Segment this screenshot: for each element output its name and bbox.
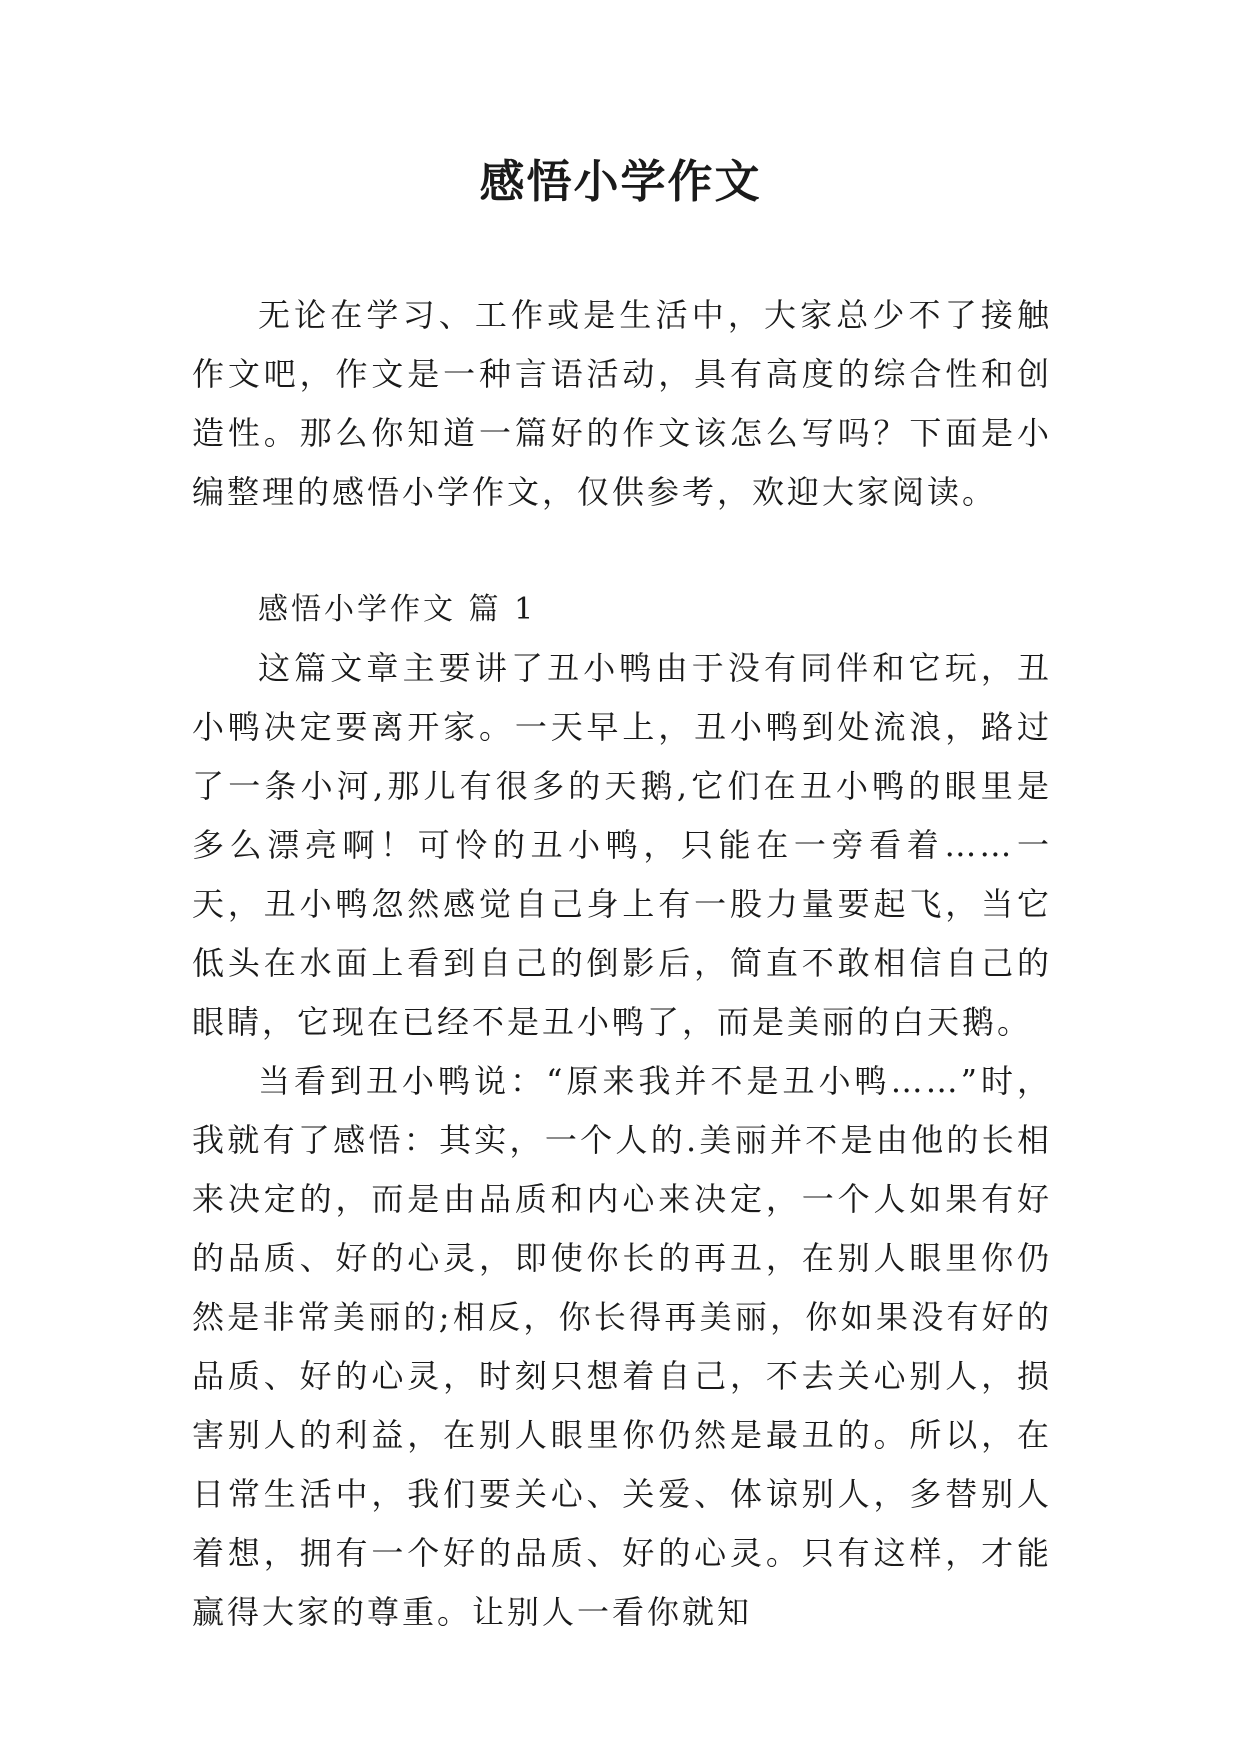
document-body (192, 286, 1052, 1642)
body-paragraph-1: 这篇文章主要讲了丑小鸭由于没有同伴和它玩，丑小鸭决定要离开家。一天早上，丑小鸭到处流浪，路过了一条小河,那儿有很多的天鹅,它们在丑小鸭的眼里是多么漂亮啊！可怜的丑小鸭，只能在一旁看着……一天，丑小鸭忽然感觉自己身上有一股力量要起飞，当它低头在水面上看到自己的倒影后，简直不敢相信自己的眼睛，它现在已经不是丑小鸭了，而是美丽的白天鹅。 (192, 649, 1052, 1041)
section-heading: 感悟小学作文 篇 1 (258, 592, 537, 627)
intro-paragraph: 无论在学习、工作或是生活中，大家总少不了接触作文吧，作文是一种言语活动，具有高度的综合性和创造性。那么你知道一篇好的作文该怎么写吗？下面是小编整理的感悟小学作文，仅供参考，欢迎大家阅读。 (192, 296, 1052, 511)
body-paragraph-2: 当看到丑小鸭说：“原来我并不是丑小鸭……”时，我就有了感悟：其实，一个人的.美丽并不是由他的长相来决定的，而是由品质和内心来决定，一个人如果有好的品质、好的心灵，即使你长的再丑，在别人眼里你仍然是非常美丽的;相反，你长得再美丽，你如果没有好的品质、好的心灵，时刻只想着自己，不去关心别人，损害别人的利益，在别人眼里你仍然是最丑的。所以，在日常生活中，我们要关心、关爱、体谅别人，多替别人着想，拥有一个好的品质、好的心灵。只有这样，才能赢得大家的尊重。让别人一看你就知 (192, 1062, 1052, 1631)
page-title: 感悟小学作文 (479, 155, 762, 208)
paragraph-spacer (192, 522, 1052, 580)
